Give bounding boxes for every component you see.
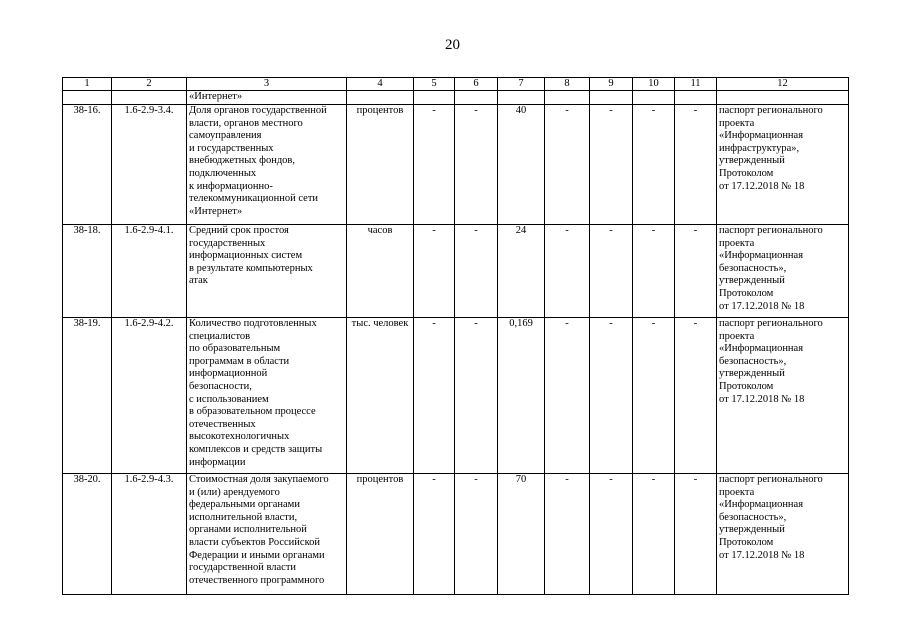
column-number: 7 — [498, 78, 545, 91]
column-number: 5 — [414, 78, 455, 91]
row-number: 38-18. — [63, 225, 112, 318]
table-row — [63, 474, 849, 595]
value-col-7: 24 — [498, 225, 545, 318]
source-document: паспорт регионального проекта «Информационная безопасность», утвержденный Протоколом от 17.12.2018 № 18 — [717, 474, 849, 595]
value-col-6: - — [455, 318, 498, 474]
indicator-description: Количество подготовленных специалистов по образовательным программам в области информационной безопасности, с использованием в образовательном процессе отечественных высокотехнологичных комплексов и средств защиты информации — [187, 318, 347, 474]
page-number: 20 — [445, 37, 460, 53]
unit: процентов — [347, 105, 414, 225]
value-col-8: - — [545, 474, 590, 595]
unit: процентов — [347, 474, 414, 595]
value-col-10: - — [633, 474, 675, 595]
value-col-9: - — [590, 318, 633, 474]
value-col-8: - — [545, 225, 590, 318]
unit: часов — [347, 225, 414, 318]
value-col-5: - — [414, 474, 455, 595]
value-col-6: - — [455, 225, 498, 318]
value-col-6: - — [455, 105, 498, 225]
value-col-8: - — [545, 318, 590, 474]
column-number: 4 — [347, 78, 414, 91]
value-col-9: - — [590, 105, 633, 225]
value-col-7: 40 — [498, 105, 545, 225]
indicator-description: Стоимостная доля закупаемого и (или) арендуемого федеральными органами исполнительной власти, органами исполнительной власти субъектов Российской Федерации и иными органами государственной власти отечественного программного — [187, 474, 347, 595]
table-row — [63, 105, 849, 225]
value-col-11: - — [675, 318, 717, 474]
row-number: 38-19. — [63, 318, 112, 474]
table-row — [63, 225, 849, 318]
column-number: 10 — [633, 78, 675, 91]
column-number: 9 — [590, 78, 633, 91]
indicator-code: 1.6-2.9-4.1. — [112, 225, 187, 318]
value-col-7: 0,169 — [498, 318, 545, 474]
source-document: паспорт регионального проекта «Информационная безопасность», утвержденный Протоколом от 17.12.2018 № 18 — [717, 225, 849, 318]
column-number: 3 — [187, 78, 347, 91]
value-col-7: 70 — [498, 474, 545, 595]
column-number: 11 — [675, 78, 717, 91]
indicator-description: Доля органов государственной власти, органов местного самоуправления и государственных внебюджетных фондов, подключенных к информационно- телекоммуникационной сети «Интернет» — [187, 105, 347, 225]
column-number: 1 — [63, 78, 112, 91]
table-row — [63, 318, 849, 474]
row-number: 38-16. — [63, 105, 112, 225]
source-document: паспорт регионального проекта «Информационная инфраструктура», утвержденный Протоколом от 17.12.2018 № 18 — [717, 105, 849, 225]
value-col-9: - — [590, 225, 633, 318]
value-col-10: - — [633, 318, 675, 474]
column-number: 8 — [545, 78, 590, 91]
column-number: 2 — [112, 78, 187, 91]
column-number-row — [63, 78, 849, 91]
continued-description: «Интернет» — [187, 91, 347, 105]
indicator-description: Средний срок простоя государственных информационных систем в результате компьютерных атак — [187, 225, 347, 318]
value-col-6: - — [455, 474, 498, 595]
column-number: 6 — [455, 78, 498, 91]
value-col-10: - — [633, 105, 675, 225]
value-col-11: - — [675, 474, 717, 595]
value-col-9: - — [590, 474, 633, 595]
value-col-11: - — [675, 105, 717, 225]
value-col-5: - — [414, 318, 455, 474]
indicator-code: 1.6-2.9-3.4. — [112, 105, 187, 225]
continuation-row — [63, 91, 849, 105]
value-col-8: - — [545, 105, 590, 225]
value-col-11: - — [675, 225, 717, 318]
indicators-table — [62, 77, 849, 595]
indicator-code: 1.6-2.9-4.2. — [112, 318, 187, 474]
row-number: 38-20. — [63, 474, 112, 595]
value-col-10: - — [633, 225, 675, 318]
value-col-5: - — [414, 105, 455, 225]
source-document: паспорт регионального проекта «Информационная безопасность», утвержденный Протоколом от 17.12.2018 № 18 — [717, 318, 849, 474]
value-col-5: - — [414, 225, 455, 318]
indicator-code: 1.6-2.9-4.3. — [112, 474, 187, 595]
column-number: 12 — [717, 78, 849, 91]
unit: тыс. человек — [347, 318, 414, 474]
